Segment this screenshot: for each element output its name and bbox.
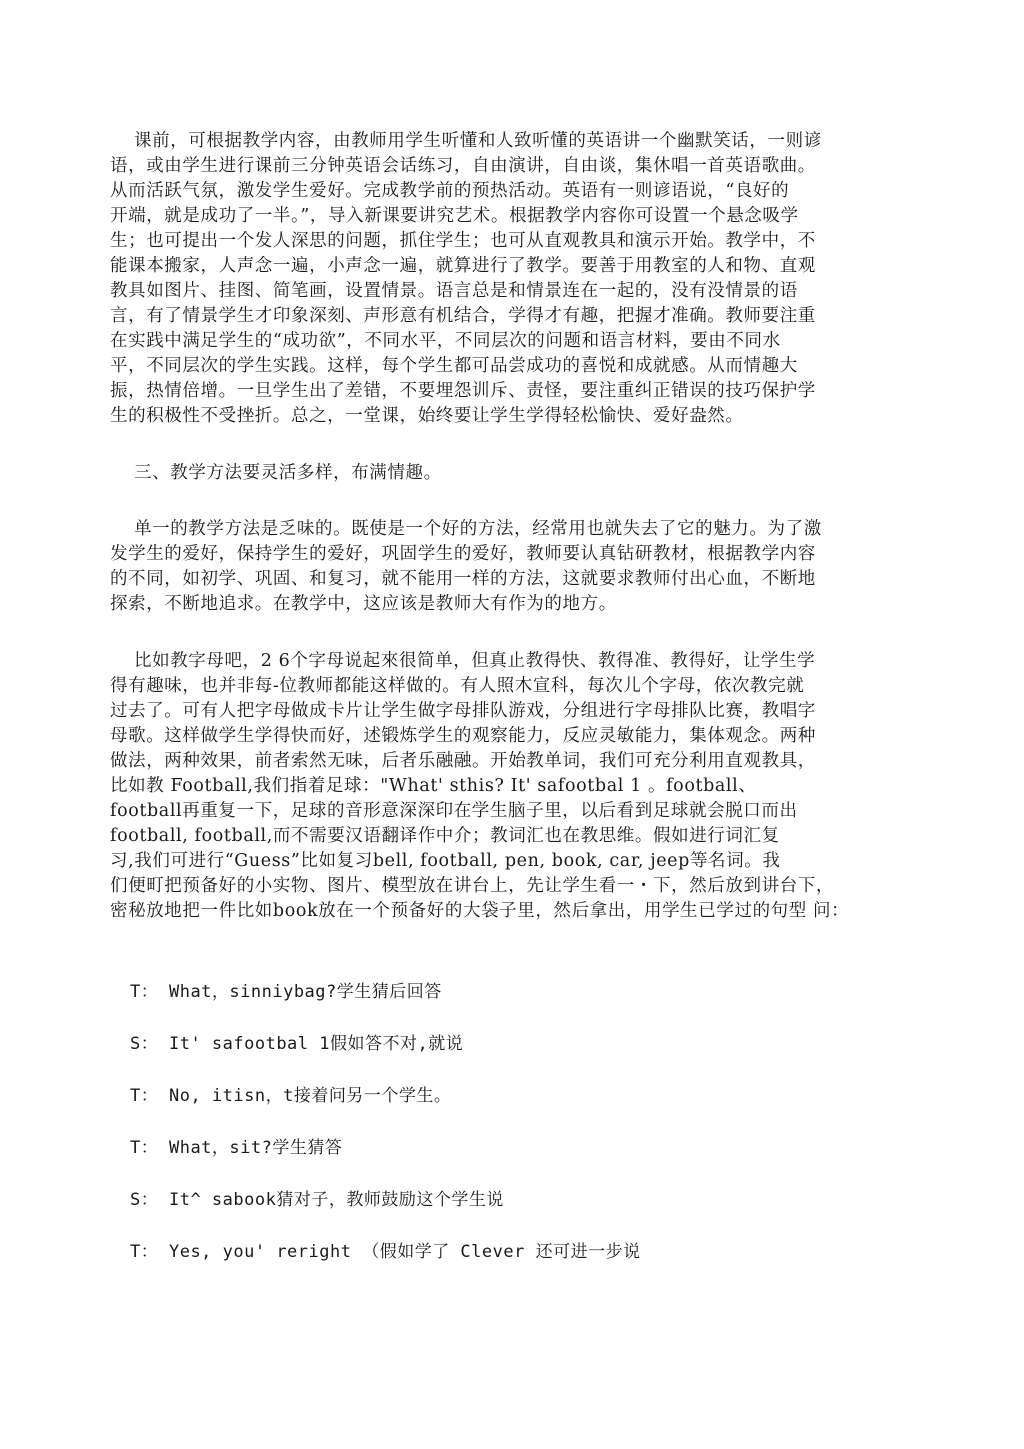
text-line: football再重复一下，足球的音形意深深印在学生脑子里，以后看到足球就会脱口而出 bbox=[110, 801, 798, 821]
text-line: 的不同，如初学、巩固、和复习，就不能用一样的方法，这就要求教师付出心血，不断地 bbox=[110, 569, 816, 589]
dialogue-line: T： Yes, you' reright （假如学了 Clever 还可进一步说 bbox=[130, 1242, 641, 1262]
dialogue-line: T： No, itisn，t接着问另一个学生。 bbox=[130, 1086, 452, 1106]
text-line: 发学生的爱好，保持学生的爱好，巩固学生的爱好，教师要认真钻研教材，根据教学内容 bbox=[110, 544, 816, 564]
text-line: 能课本搬家，人声念一遍，小声念一遍，就算进行了教学。要善于用教室的人和物、直观 bbox=[110, 256, 816, 276]
text-line: 比如教字母吧，2 6个字母说起來很简单，但真止教得快、教得准、教得好，让学生学 bbox=[134, 651, 816, 671]
dialogue-line: T： What，sinniybag?学生猜后回答 bbox=[130, 982, 442, 1002]
text-line: 生；也可提出一个发人深思的问题，抓住学生；也可从直观教具和演示开始。教学中，不 bbox=[110, 231, 816, 251]
text-line: 平，不同层次的学生实践。这样，每个学生都可品尝成功的喜悦和成就感。从而情趣大 bbox=[110, 356, 798, 376]
text-line: 课前，可根据教学内容，由教师用学生听懂和人致听懂的英语讲一个幽默笑话，一则谚 bbox=[134, 131, 822, 151]
text-line: 在实践中满足学生的“成功欲”，不同水平，不同层次的问题和语言材料，要由不同水 bbox=[110, 331, 781, 351]
text-line: 生的积极性不受挫折。总之，一堂课，始终要让学生学得轻松愉快、爱好盎然。 bbox=[110, 406, 744, 426]
text-line: 过去了。可有人把字母做成卡片让学生做字母排队游戏，分组进行字母排队比赛，教唱字 bbox=[110, 701, 816, 721]
text-line: 们便町把预备好的小实物、图片、模型放在讲台上，先让学生看一・下，然后放到讲台下， bbox=[110, 876, 834, 896]
text-line: 语，或由学生进行课前三分钟英语会话练习，自由演讲，自由谈，集休唱一首英语歌曲。 bbox=[110, 156, 816, 176]
dialogue-line: S： It^ sabook猜对子，教师鼓励这个学生说 bbox=[130, 1190, 504, 1210]
dialogue-line: S： It' safootbal 1假如答不对,就说 bbox=[130, 1034, 464, 1054]
section-heading: 三、教学方法要灵活多样，布满情趣。 bbox=[134, 463, 442, 483]
text-line: football, football,而不需要汉语翻译作中介；教词汇也在教思维。假如进行词汇复 bbox=[110, 826, 780, 846]
text-line: 母歌。这样做学生学得快而好，述锻炼学生的观察能力，反应灵敏能力，集体观念。两种 bbox=[110, 726, 816, 746]
text-line: 开端，就是成功了一半。”，导入新课要讲究艺术。根据教学内容你可设置一个悬念吸学 bbox=[110, 206, 799, 226]
text-line: 比如教 Football,我们指着足球："What' sthis? It' safootbal 1 。football、 bbox=[110, 776, 757, 796]
text-line: 习,我们可进行“Guess”比如复习bell, football, pen, book, car, jeep等名词。我 bbox=[110, 851, 781, 871]
text-line: 单一的教学方法是乏味的。既使是一个好的方法，经常用也就失去了它的魅力。为了激 bbox=[134, 519, 822, 539]
text-line: 振，热情倍增。一旦学生出了差错，不要埋怨训斥、责怪，要注重纠正错误的技巧保护学 bbox=[110, 381, 816, 401]
text-line: 做法，两种效果，前者索然无味，后者乐融融。开始教单词，我们可充分利用直观教具， bbox=[110, 751, 816, 771]
text-line: 言，有了情景学生才印象深刻、声形意有机结合，学得才有趣，把握才准确。教师要注重 bbox=[110, 306, 816, 326]
text-line: 教具如图片、挂图、简笔画，设置情景。语言总是和情景连在一起的，没有没情景的语 bbox=[110, 281, 798, 301]
dialogue-line: T： What，sit?学生猜答 bbox=[130, 1138, 343, 1158]
text-line: 得有趣味，也并非每-位教师都能这样做的。有人照木宣科，每次儿个字母，依次教完就 bbox=[110, 676, 805, 696]
text-line: 从而活跃气氛，激发学生爱好。完成教学前的预热活动。英语有一则谚语说，“良好的 bbox=[110, 181, 790, 201]
text-line: 探索，不断地追求。在教学中，这应该是教师大有作为的地方。 bbox=[110, 594, 617, 614]
text-line: 密秘放地把一件比如book放在一个预备好的大袋子里，然后拿出，用学生已学过的句型 问： bbox=[110, 901, 850, 921]
